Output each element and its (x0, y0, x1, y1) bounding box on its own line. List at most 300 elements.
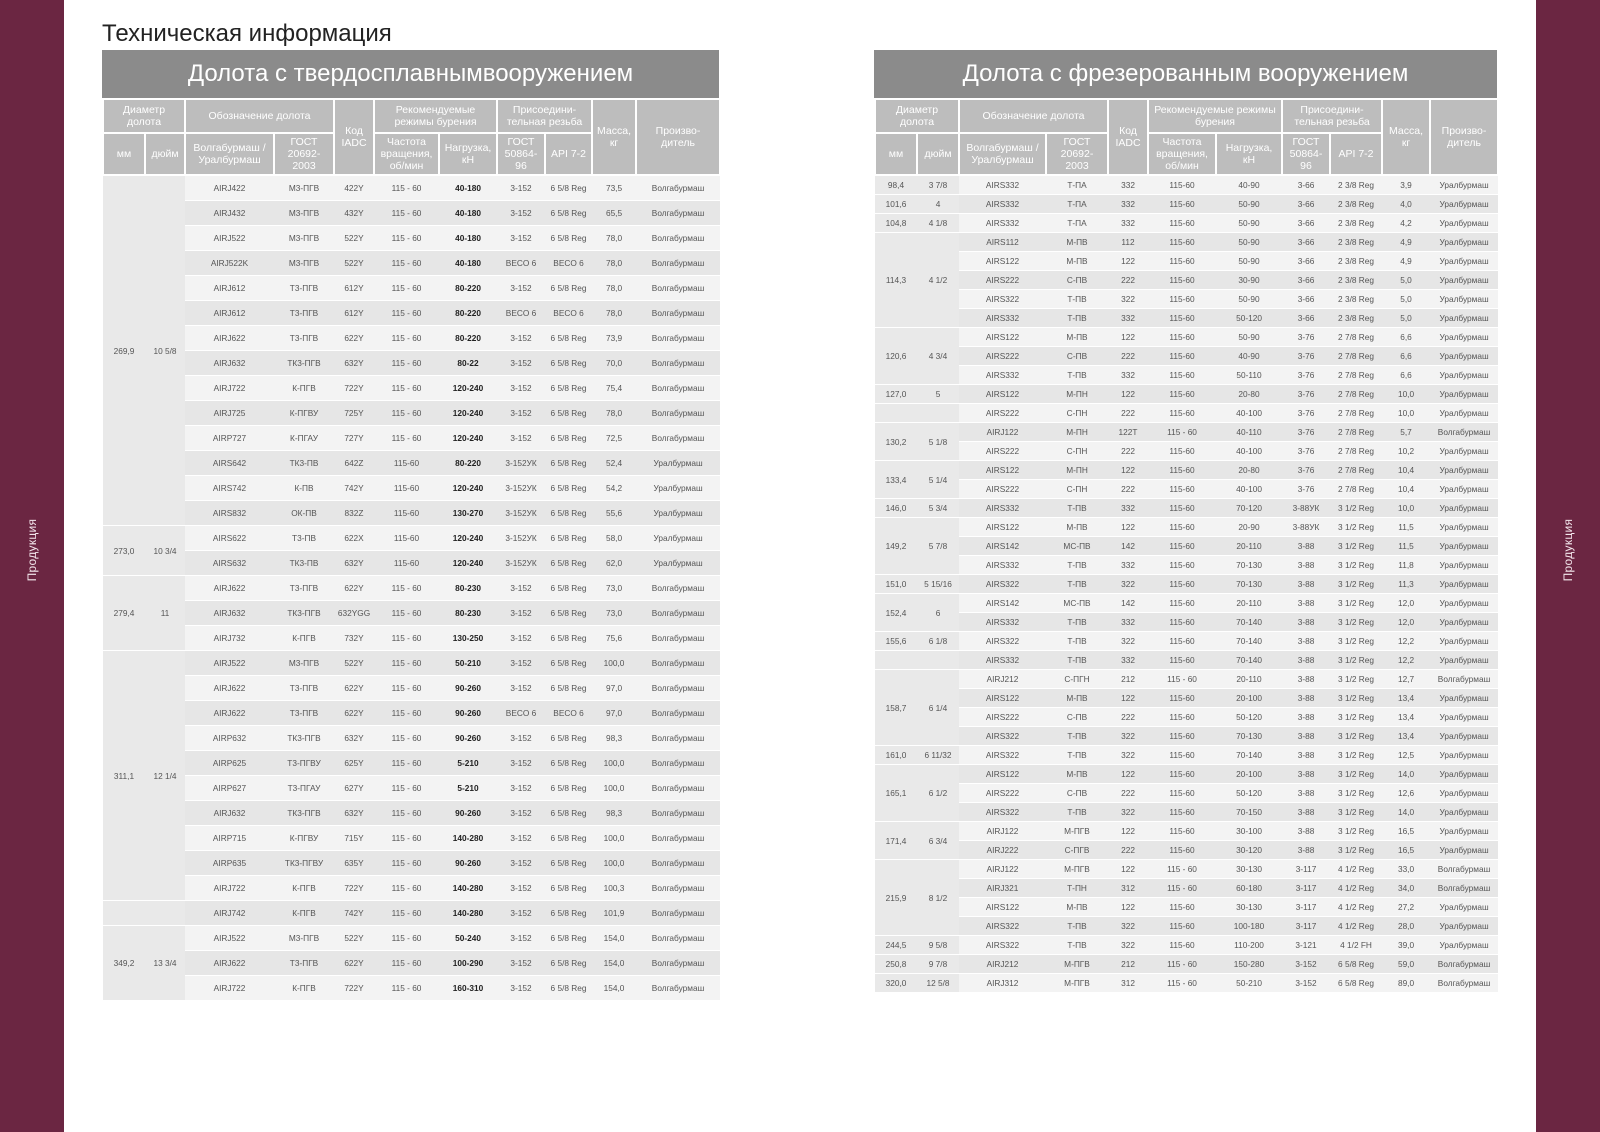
thread-api-cell: 6 5/8 Reg (545, 326, 592, 351)
designation-cell: AIRS332 (959, 556, 1046, 575)
iadc-cell: 422Y (334, 175, 374, 201)
diameter-mm-cell: 244,5 (875, 936, 917, 955)
maker-cell: Уралбурмаш (1430, 233, 1498, 252)
thread-gost-cell: 3-88 (1282, 670, 1330, 689)
thread-api-cell: 6 5/8 Reg (545, 826, 592, 851)
rpm-cell: 115 - 60 (374, 901, 439, 926)
table-row (875, 822, 1498, 841)
rpm-cell: 115-60 (1148, 233, 1216, 252)
thread-gost-cell: 3-88 (1282, 765, 1330, 784)
table-row (103, 601, 720, 626)
designation-cell: AIRS122 (959, 252, 1046, 271)
maker-cell: Уралбурмаш (1430, 385, 1498, 404)
thread-api-cell: 3 1/2 Reg (1330, 803, 1382, 822)
rpm-cell: 115 - 60 (374, 201, 439, 226)
load-cell: 20-110 (1216, 670, 1282, 689)
mass-cell: 62,0 (592, 551, 636, 576)
load-cell: 20-80 (1216, 461, 1282, 480)
thread-gost-cell: 3-88 (1282, 575, 1330, 594)
designation-cell: AIRP627 (185, 776, 274, 801)
thread-gost-cell: 3-152УК (497, 551, 545, 576)
designation-cell: AIRJ212 (959, 955, 1046, 974)
iadc-cell: 122T (1108, 423, 1148, 442)
diameter-inch-cell: 5 1/8 (917, 423, 959, 461)
gost-cell: Т-ПВ (1046, 803, 1108, 822)
rpm-cell: 115-60 (1148, 347, 1216, 366)
maker-cell: Уралбурмаш (1430, 708, 1498, 727)
thread-gost-cell: 3-66 (1282, 271, 1330, 290)
iadc-cell: 742Y (334, 901, 374, 926)
mass-cell: 100,0 (592, 826, 636, 851)
gost-cell: ТК3-ПВ (274, 551, 334, 576)
thread-api-cell: 6 5/8 Reg (545, 926, 592, 951)
mass-cell: 27,2 (1382, 898, 1430, 917)
table-row (875, 442, 1498, 461)
thread-api-cell: 6 5/8 Reg (545, 426, 592, 451)
gost-cell: ОК-ПВ (274, 501, 334, 526)
diameter-inch-cell: 9 7/8 (917, 955, 959, 974)
designation-cell: AIRJ222 (959, 841, 1046, 860)
rpm-cell: 115-60 (1148, 480, 1216, 499)
table-row (103, 626, 720, 651)
load-cell: 40-100 (1216, 442, 1282, 461)
designation-cell: AIRS122 (959, 328, 1046, 347)
designation-cell: AIRS332 (959, 613, 1046, 632)
iadc-cell: 727Y (334, 426, 374, 451)
maker-cell: Уралбурмаш (1430, 518, 1498, 537)
iadc-cell: 332 (1108, 613, 1148, 632)
gost-cell: С-ПВ (1046, 708, 1108, 727)
iadc-cell: 322 (1108, 917, 1148, 936)
mass-cell: 154,0 (592, 951, 636, 976)
designation-cell: AIRP715 (185, 826, 274, 851)
diameter-inch-cell: 4 1/8 (917, 214, 959, 233)
iadc-cell: 742Y (334, 476, 374, 501)
gost-cell: К-ПГВ (274, 976, 334, 1001)
maker-cell: Уралбурмаш (636, 551, 720, 576)
diameter-inch-cell: 8 1/2 (917, 860, 959, 936)
rpm-cell: 115 - 60 (374, 801, 439, 826)
rpm-cell: 115-60 (1148, 499, 1216, 518)
table-row (103, 426, 720, 451)
gost-cell: Т-ПВ (1046, 651, 1108, 670)
table-row (875, 366, 1498, 385)
table-row (103, 326, 720, 351)
thread-api-cell: 2 3/8 Reg (1330, 195, 1382, 214)
thread-api-cell: 6 5/8 Reg (545, 626, 592, 651)
thread-api-cell: 6 5/8 Reg (545, 451, 592, 476)
thread-gost-cell: 3-152 (497, 876, 545, 901)
diameter-mm-cell (103, 901, 145, 926)
mass-cell: 73,5 (592, 175, 636, 201)
mass-cell: 11,5 (1382, 518, 1430, 537)
maker-cell: Волгабурмаш (636, 801, 720, 826)
table-row (103, 901, 720, 926)
iadc-cell: 632Y (334, 801, 374, 826)
iadc-cell: 722Y (334, 876, 374, 901)
load-cell: 5-210 (439, 776, 497, 801)
load-cell: 50-240 (439, 926, 497, 951)
thread-gost-cell: 3-152 (497, 801, 545, 826)
iadc-cell: 622Y (334, 701, 374, 726)
mass-cell: 13,4 (1382, 727, 1430, 746)
thread-gost-cell: 3-76 (1282, 404, 1330, 423)
iadc-cell: 522Y (334, 651, 374, 676)
designation-cell: AIRS122 (959, 898, 1046, 917)
header-load: Нагрузка, кН (1216, 133, 1282, 175)
designation-cell: AIRS222 (959, 480, 1046, 499)
load-cell: 50-110 (1216, 366, 1282, 385)
designation-cell: AIRS122 (959, 385, 1046, 404)
maker-cell: Уралбурмаш (1430, 727, 1498, 746)
mass-cell: 78,0 (592, 301, 636, 326)
table-row (875, 594, 1498, 613)
maker-cell: Уралбурмаш (1430, 917, 1498, 936)
header-diameter: Диаметр долота (103, 99, 185, 133)
mass-cell: 12,2 (1382, 632, 1430, 651)
load-cell: 140-280 (439, 876, 497, 901)
mass-cell: 10,4 (1382, 461, 1430, 480)
maker-cell: Уралбурмаш (1430, 936, 1498, 955)
maker-cell: Уралбурмаш (1430, 575, 1498, 594)
load-cell: 100-290 (439, 951, 497, 976)
load-cell: 70-120 (1216, 499, 1282, 518)
load-cell: 90-260 (439, 726, 497, 751)
diameter-mm-cell: 320,0 (875, 974, 917, 993)
gost-cell: М-ПН (1046, 461, 1108, 480)
rpm-cell: 115-60 (1148, 841, 1216, 860)
load-cell: 70-140 (1216, 632, 1282, 651)
diameter-inch-cell: 10 5/8 (145, 175, 185, 526)
mass-cell: 10,0 (1382, 499, 1430, 518)
maker-cell: Уралбурмаш (1430, 689, 1498, 708)
diameter-mm-cell: 133,4 (875, 461, 917, 499)
thread-gost-cell: 3-66 (1282, 309, 1330, 328)
thread-gost-cell: 3-152 (497, 376, 545, 401)
mass-cell: 78,0 (592, 401, 636, 426)
load-cell: 70-130 (1216, 727, 1282, 746)
table-row (103, 851, 720, 876)
designation-cell: AIRS222 (959, 784, 1046, 803)
designation-cell: AIRJ432 (185, 201, 274, 226)
thread-gost-cell: 3-152 (497, 326, 545, 351)
rpm-cell: 115 - 60 (374, 301, 439, 326)
side-label-left: Продукция (25, 518, 39, 582)
gost-cell: Т-ПА (1046, 175, 1108, 195)
iadc-cell: 625Y (334, 751, 374, 776)
gost-cell: М3-ПГВ (274, 251, 334, 276)
iadc-cell: 222 (1108, 404, 1148, 423)
designation-cell: AIRS322 (959, 575, 1046, 594)
mass-cell: 154,0 (592, 976, 636, 1001)
gost-cell: Т3-ПГВ (274, 676, 334, 701)
diameter-inch-cell: 9 5/8 (917, 936, 959, 955)
thread-api-cell: 6 5/8 Reg (545, 476, 592, 501)
rpm-cell: 115 - 60 (374, 951, 439, 976)
header-thread: Присоедини- тельная резьба (497, 99, 592, 133)
table-row (875, 385, 1498, 404)
mass-cell: 5,7 (1382, 423, 1430, 442)
table-row (103, 526, 720, 551)
load-cell: 50-90 (1216, 214, 1282, 233)
header-gost-thread: ГОСТ 50864- 96 (1282, 133, 1330, 175)
iadc-cell: 112 (1108, 233, 1148, 252)
gost-cell: М-ПВ (1046, 328, 1108, 347)
thread-gost-cell: 3-152 (497, 426, 545, 451)
gost-cell: М3-ПГВ (274, 201, 334, 226)
header-rpm: Частота вращения, об/мин (1148, 133, 1216, 175)
maker-cell: Волгабурмаш (636, 351, 720, 376)
gost-cell: М3-ПГВ (274, 226, 334, 251)
iadc-cell: 222 (1108, 784, 1148, 803)
gost-cell: Т-ПВ (1046, 917, 1108, 936)
carbide-bits-panel (102, 50, 719, 1001)
iadc-cell: 142 (1108, 537, 1148, 556)
mass-cell: 100,0 (592, 776, 636, 801)
thread-gost-cell: 3-121 (1282, 936, 1330, 955)
thread-api-cell: 2 3/8 Reg (1330, 252, 1382, 271)
mass-cell: 5,0 (1382, 271, 1430, 290)
rpm-cell: 115-60 (1148, 518, 1216, 537)
table-row (103, 576, 720, 601)
gost-cell: М3-ПГВ (274, 175, 334, 201)
diameter-inch-cell: 12 1/4 (145, 651, 185, 901)
rpm-cell: 115 - 60 (374, 776, 439, 801)
maker-cell: Волгабурмаш (1430, 974, 1498, 993)
table-row (103, 726, 720, 751)
page-title: Техническая информация (102, 20, 392, 47)
gost-cell: М-ПВ (1046, 765, 1108, 784)
load-cell: 110-200 (1216, 936, 1282, 955)
thread-gost-cell: 3-152 (497, 651, 545, 676)
gost-cell: С-ПВ (1046, 347, 1108, 366)
iadc-cell: 332 (1108, 175, 1148, 195)
thread-gost-cell: 3-88 (1282, 784, 1330, 803)
maker-cell: Уралбурмаш (1430, 252, 1498, 271)
table-row (875, 347, 1498, 366)
thread-gost-cell: 3-152 (497, 576, 545, 601)
iadc-cell: 222 (1108, 480, 1148, 499)
gost-cell: С-ПГН (1046, 670, 1108, 689)
designation-cell: AIRJ622 (185, 951, 274, 976)
rpm-cell: 115-60 (1148, 594, 1216, 613)
table-row (103, 276, 720, 301)
maker-cell: Волгабурмаш (636, 626, 720, 651)
table-row (875, 898, 1498, 917)
designation-cell: AIRP635 (185, 851, 274, 876)
table-row (875, 537, 1498, 556)
rpm-cell: 115 - 60 (374, 626, 439, 651)
mass-cell: 59,0 (1382, 955, 1430, 974)
maker-cell: Волгабурмаш (636, 276, 720, 301)
load-cell: 130-250 (439, 626, 497, 651)
table-row (875, 841, 1498, 860)
gost-cell: Т3-ПГВУ (274, 751, 334, 776)
table-row (103, 551, 720, 576)
table-row (875, 860, 1498, 879)
thread-gost-cell: 3-66 (1282, 252, 1330, 271)
gost-cell: Т-ПВ (1046, 556, 1108, 575)
diameter-inch-cell: 3 7/8 (917, 175, 959, 195)
diameter-inch-cell: 5 3/4 (917, 499, 959, 518)
gost-cell: ТК3-ПГВ (274, 601, 334, 626)
maker-cell: Уралбурмаш (1430, 651, 1498, 670)
designation-cell: AIRS122 (959, 518, 1046, 537)
designation-cell: AIRS322 (959, 727, 1046, 746)
gost-cell: К-ПГВ (274, 876, 334, 901)
designation-cell: AIRJ312 (959, 974, 1046, 993)
iadc-cell: 722Y (334, 376, 374, 401)
designation-cell: AIRJ522 (185, 226, 274, 251)
rpm-cell: 115-60 (1148, 803, 1216, 822)
mass-cell: 12,6 (1382, 784, 1430, 803)
diameter-mm-cell: 151,0 (875, 575, 917, 594)
designation-cell: AIRS322 (959, 746, 1046, 765)
designation-cell: AIRS332 (959, 195, 1046, 214)
mass-cell: 4,0 (1382, 195, 1430, 214)
diameter-inch-cell: 5 15/16 (917, 575, 959, 594)
mass-cell: 6,6 (1382, 347, 1430, 366)
thread-gost-cell: BECO 6 (497, 251, 545, 276)
rpm-cell: 115-60 (1148, 537, 1216, 556)
thread-gost-cell: 3-66 (1282, 214, 1330, 233)
designation-cell: AIRJ622 (185, 326, 274, 351)
mass-cell: 16,5 (1382, 822, 1430, 841)
table-row (875, 689, 1498, 708)
rpm-cell: 115 - 60 (1148, 860, 1216, 879)
load-cell: 120-240 (439, 526, 497, 551)
thread-gost-cell: 3-117 (1282, 860, 1330, 879)
thread-gost-cell: 3-152 (497, 851, 545, 876)
maker-cell: Уралбурмаш (1430, 290, 1498, 309)
thread-gost-cell: 3-66 (1282, 175, 1330, 195)
iadc-cell: 122 (1108, 461, 1148, 480)
table-row (103, 226, 720, 251)
mass-cell: 101,9 (592, 901, 636, 926)
load-cell: 20-80 (1216, 385, 1282, 404)
thread-api-cell: 2 7/8 Reg (1330, 385, 1382, 404)
mass-cell: 100,0 (592, 751, 636, 776)
designation-cell: AIRS332 (959, 651, 1046, 670)
maker-cell: Волгабурмаш (1430, 955, 1498, 974)
iadc-cell: 322 (1108, 936, 1148, 955)
thread-gost-cell: 3-88 (1282, 556, 1330, 575)
load-cell: 50-210 (439, 651, 497, 676)
rpm-cell: 115-60 (1148, 651, 1216, 670)
rpm-cell: 115-60 (1148, 613, 1216, 632)
diameter-inch-cell: 4 1/2 (917, 233, 959, 328)
thread-api-cell: 3 1/2 Reg (1330, 746, 1382, 765)
mass-cell: 72,5 (592, 426, 636, 451)
iadc-cell: 332 (1108, 309, 1148, 328)
mass-cell: 10,0 (1382, 404, 1430, 423)
load-cell: 20-90 (1216, 518, 1282, 537)
header-diameter: Диаметр долота (875, 99, 959, 133)
mass-cell: 6,6 (1382, 328, 1430, 347)
thread-gost-cell: 3-152 (497, 401, 545, 426)
mass-cell: 100,3 (592, 876, 636, 901)
maker-cell: Уралбурмаш (1430, 898, 1498, 917)
rpm-cell: 115 - 60 (374, 276, 439, 301)
table-row (103, 351, 720, 376)
gost-cell: Т3-ПГВ (274, 701, 334, 726)
load-cell: 50-90 (1216, 195, 1282, 214)
rpm-cell: 115-60 (1148, 765, 1216, 784)
diameter-mm-cell: 171,4 (875, 822, 917, 860)
thread-api-cell: 6 5/8 Reg (545, 376, 592, 401)
table-row (875, 404, 1498, 423)
maker-cell: Уралбурмаш (636, 501, 720, 526)
rpm-cell: 115 - 60 (374, 726, 439, 751)
thread-api-cell: 6 5/8 Reg (545, 776, 592, 801)
gost-cell: ТК3-ПГВ (274, 351, 334, 376)
designation-cell: AIRS332 (959, 366, 1046, 385)
iadc-cell: 432Y (334, 201, 374, 226)
mass-cell: 12,7 (1382, 670, 1430, 689)
rpm-cell: 115-60 (1148, 727, 1216, 746)
maker-cell: Волгабурмаш (1430, 860, 1498, 879)
maker-cell: Уралбурмаш (1430, 195, 1498, 214)
rpm-cell: 115 - 60 (374, 426, 439, 451)
mass-cell: 98,3 (592, 726, 636, 751)
iadc-cell: 715Y (334, 826, 374, 851)
maker-cell: Уралбурмаш (1430, 556, 1498, 575)
carbide-bits-rows (103, 175, 720, 1001)
thread-gost-cell: 3-152 (497, 276, 545, 301)
maker-cell: Волгабурмаш (636, 926, 720, 951)
gost-cell: Т-ПВ (1046, 290, 1108, 309)
load-cell: 30-90 (1216, 271, 1282, 290)
mass-cell: 89,0 (1382, 974, 1430, 993)
table-row (103, 451, 720, 476)
gost-cell: Т-ПВ (1046, 936, 1108, 955)
designation-cell: AIRJ522 (185, 926, 274, 951)
table-row (875, 917, 1498, 936)
iadc-cell: 122 (1108, 822, 1148, 841)
load-cell: 80-230 (439, 576, 497, 601)
iadc-cell: 632Y (334, 551, 374, 576)
load-cell: 80-220 (439, 326, 497, 351)
thread-api-cell: 6 5/8 Reg (545, 526, 592, 551)
gost-cell: Т3-ПГВ (274, 301, 334, 326)
thread-api-cell: 3 1/2 Reg (1330, 594, 1382, 613)
iadc-cell: 322 (1108, 290, 1148, 309)
thread-gost-cell: 3-152 (497, 726, 545, 751)
designation-cell: AIRS222 (959, 271, 1046, 290)
rpm-cell: 115-60 (1148, 575, 1216, 594)
mass-cell: 12,2 (1382, 651, 1430, 670)
maker-cell: Волгабурмаш (636, 876, 720, 901)
rpm-cell: 115-60 (1148, 556, 1216, 575)
table-row (875, 518, 1498, 537)
maker-cell: Уралбурмаш (1430, 461, 1498, 480)
thread-api-cell: 2 3/8 Reg (1330, 175, 1382, 195)
iadc-cell: 322 (1108, 632, 1148, 651)
designation-cell: AIRS332 (959, 175, 1046, 195)
maker-cell: Волгабурмаш (636, 251, 720, 276)
diameter-inch-cell: 4 (917, 195, 959, 214)
designation-cell: AIRP632 (185, 726, 274, 751)
rpm-cell: 115-60 (1148, 689, 1216, 708)
thread-api-cell: 6 5/8 Reg (1330, 974, 1382, 993)
maker-cell: Волгабурмаш (1430, 670, 1498, 689)
load-cell: 70-130 (1216, 556, 1282, 575)
mass-cell: 11,8 (1382, 556, 1430, 575)
maker-cell: Уралбурмаш (1430, 822, 1498, 841)
thread-gost-cell: 3-88УК (1282, 518, 1330, 537)
load-cell: 40-100 (1216, 480, 1282, 499)
mass-cell: 97,0 (592, 676, 636, 701)
